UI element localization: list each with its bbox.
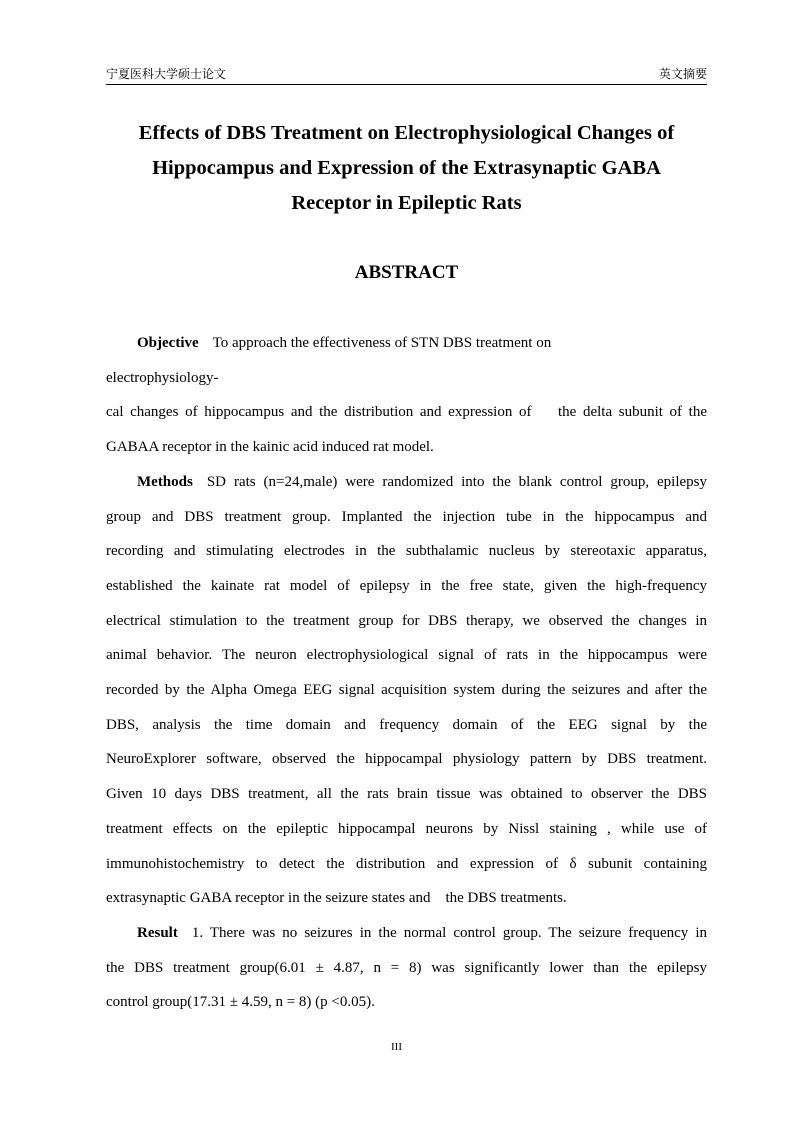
text-line: DBS, analysis the time domain and frequency domain of the EEG signal by the [106, 716, 707, 733]
text-line: group and DBS treatment group. Implanted the injection tube in the hippocampus and [106, 508, 707, 525]
text-line: SD rats (n=24,male) were randomized into the blank control group, epilepsy [206, 473, 707, 490]
text-line: NeuroExplorer software, observed the hippocampal physiology pattern by DBS treatment. [106, 751, 707, 768]
text-line: electrical stimulation to the treatment group for DBS therapy, we observed the changes in [106, 612, 707, 629]
text-line: electrophysiology- [106, 369, 219, 386]
text-line: 1. There was no seizures in the normal control group. The seizure frequency in [191, 924, 707, 941]
text-line: treatment effects on the epileptic hippocampal neurons by Nissl staining , while use of [106, 820, 707, 837]
header-thesis-title: 宁夏医科大学硕士论文 [106, 67, 227, 81]
text-line: the DBS treatment group(6.01 ± 4.87, n = 8) was significantly lower than the epilepsy [106, 959, 707, 976]
result-first-line [106, 916, 707, 951]
abstract-body [106, 326, 707, 1020]
text-line: GABAA receptor in the kainic acid induced rat model. [106, 439, 434, 456]
page-number: III [391, 1041, 402, 1053]
text-line: recorded by the Alpha Omega EEG signal acquisition system during the seizures and after the [106, 682, 707, 699]
title-line: Hippocampus and Expression of the Extrasynaptic GABA [152, 157, 661, 179]
title-line: Receptor in Epileptic Rats [291, 192, 522, 214]
text-line: recording and stimulating electrodes in the subthalamic nucleus by stereotaxic apparatus, [106, 543, 707, 560]
text-line: To approach the effectiveness of STN DBS treatment on [212, 335, 552, 351]
text-line: extrasynaptic GABA receptor in the seizure states and the DBS treatments. [106, 890, 567, 907]
text-line: established the kainate rat model of epilepsy in the free state, given the high-frequency [106, 577, 707, 594]
objective-label: Objective [137, 335, 199, 351]
header-section-name: 英文摘要 [658, 67, 707, 81]
paper-title [106, 116, 707, 221]
methods-first-line [106, 465, 707, 500]
page-header [106, 66, 707, 85]
text-line: immunohistochemistry to detect the distribution and expression of δ subunit containing [106, 855, 707, 872]
text-line: animal behavior. The neuron electrophysiological signal of rats in the hippocampus were [106, 647, 707, 664]
title-line: Effects of DBS Treatment on Electrophysiological Changes of [138, 122, 675, 144]
methods-label: Methods [137, 473, 193, 490]
text-line: cal changes of hippocampus and the distribution and expression of the delta subunit of the [106, 404, 707, 421]
text-line: Given 10 days DBS treatment, all the rats brain tissue was obtained to observer the DBS [106, 786, 707, 803]
result-label: Result [137, 924, 178, 941]
abstract-heading: ABSTRACT [354, 262, 459, 283]
text-line: control group(17.31 ± 4.59, n = 8) (p <0.05). [106, 994, 375, 1011]
objective-first-line [106, 326, 707, 361]
